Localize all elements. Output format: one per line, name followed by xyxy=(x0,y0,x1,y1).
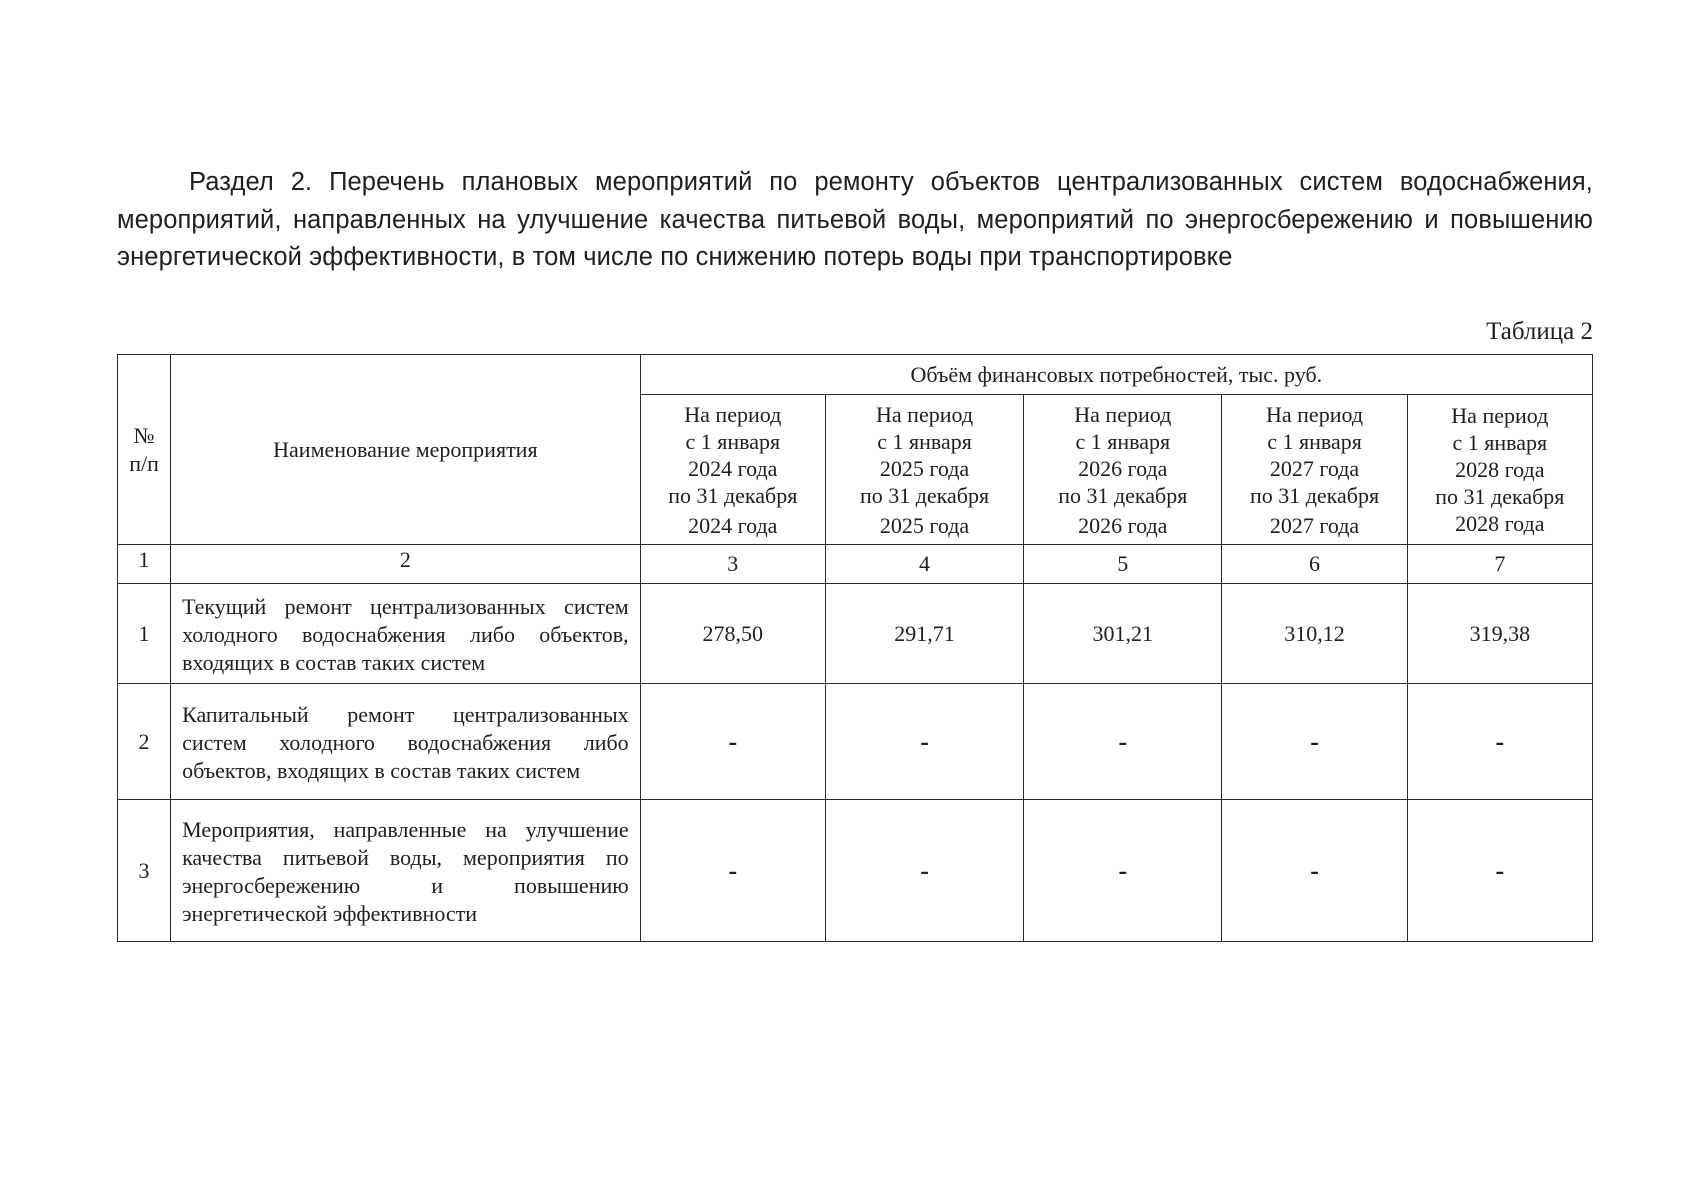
value-2024: - xyxy=(640,800,825,942)
measure-name: Капитальный ремонт централизованных систем холодного водоснабжения либо объектов, входящих в состав таких систем xyxy=(171,684,641,800)
period-line: 2028 года xyxy=(1455,511,1545,536)
value-2025: 291,71 xyxy=(825,584,1023,684)
period-line: 2024 года xyxy=(688,455,778,481)
period-line: 2027 года xyxy=(1269,455,1360,481)
period-line: На период xyxy=(684,401,782,427)
group-header xyxy=(640,355,1592,395)
column-index-cell: 2 xyxy=(171,545,641,584)
period-line: по 31 декабря xyxy=(668,482,798,508)
period-line: по 31 декабря xyxy=(859,482,990,508)
num-header-label: № п/п xyxy=(129,422,159,476)
period-line: с 1 января xyxy=(685,428,781,454)
value-2024: 278,50 xyxy=(640,584,825,684)
period-line: На период xyxy=(876,401,974,427)
period-line: с 1 января xyxy=(1452,430,1548,455)
value-2024: - xyxy=(640,684,825,800)
column-index-cell: 5 xyxy=(1024,545,1222,584)
period-line: 2024 года xyxy=(688,512,778,538)
period-line: с 1 января xyxy=(1267,428,1362,454)
value-2028: - xyxy=(1407,684,1592,800)
period-line: На период xyxy=(1074,401,1172,427)
value-2025: - xyxy=(825,684,1023,800)
period-line: 2025 года xyxy=(879,512,970,538)
period-header-2028 xyxy=(1407,395,1592,545)
value-2026: - xyxy=(1024,684,1222,800)
period-line: 2027 года xyxy=(1269,512,1360,538)
period-line: по 31 декабря xyxy=(1058,482,1188,508)
period-line: 2025 года xyxy=(879,455,970,481)
group-header-label: Объём финансовых потребностей, тыс. руб. xyxy=(910,361,1323,387)
table-row xyxy=(118,684,1593,800)
period-line: 2026 года xyxy=(1078,512,1168,538)
period-header-2025 xyxy=(825,395,1023,545)
measure-name: Текущий ремонт централизованных систем холодного водоснабжения либо объектов, входящих в состав таких систем xyxy=(171,584,641,684)
num-header xyxy=(118,355,171,545)
value-2026: 301,21 xyxy=(1024,584,1222,684)
column-index-cell: 3 xyxy=(640,545,825,584)
column-index-cell: 7 xyxy=(1407,545,1592,584)
column-index-cell: 1 xyxy=(118,545,171,584)
name-header-label: Наименование мероприятия xyxy=(273,436,538,462)
name-header xyxy=(171,355,641,545)
table-row xyxy=(118,800,1593,942)
period-line: На период xyxy=(1266,401,1364,427)
row-number: 3 xyxy=(118,800,171,942)
period-line: по 31 декабря xyxy=(1435,484,1565,509)
section-heading: Раздел 2. Перечень плановых мероприятий по ремонту объектов централизованных систем водоснабжения, мероприятий, направленных на улучшение качества питьевой воды, мероприятий по энергосбережению и повышению энергетической эффективности, в том числе по снижению потерь воды при транспортировке xyxy=(117,168,1593,271)
column-index-cell: 4 xyxy=(825,545,1023,584)
header-row-group xyxy=(118,355,1593,395)
row-number: 1 xyxy=(118,584,171,684)
value-2027: - xyxy=(1222,684,1407,800)
period-header-2024 xyxy=(640,395,825,545)
financial-needs-table xyxy=(117,354,1593,942)
value-2027: 310,12 xyxy=(1222,584,1407,684)
period-line: с 1 января xyxy=(1075,428,1171,454)
table-row xyxy=(118,584,1593,684)
period-header-2027 xyxy=(1222,395,1407,545)
period-line: по 31 декабря xyxy=(1249,482,1380,508)
table-caption: Таблица 2 xyxy=(1486,318,1593,345)
value-2027: - xyxy=(1222,800,1407,942)
column-index-cell: 6 xyxy=(1222,545,1407,584)
value-2026: - xyxy=(1024,800,1222,942)
value-2025: - xyxy=(825,800,1023,942)
period-line: с 1 января xyxy=(877,428,972,454)
period-line: 2026 года xyxy=(1078,455,1168,481)
row-number: 2 xyxy=(118,684,171,800)
period-line: 2028 года xyxy=(1455,457,1545,482)
period-line: На период xyxy=(1451,403,1549,428)
value-2028: 319,38 xyxy=(1407,584,1592,684)
period-header-2026 xyxy=(1024,395,1222,545)
column-index-row xyxy=(118,545,1593,584)
measure-name: Мероприятия, направленные на улучшение качества питьевой воды, мероприятия по энергосбережению и повышению энергетической эффективности xyxy=(171,800,641,942)
value-2028: - xyxy=(1407,800,1592,942)
